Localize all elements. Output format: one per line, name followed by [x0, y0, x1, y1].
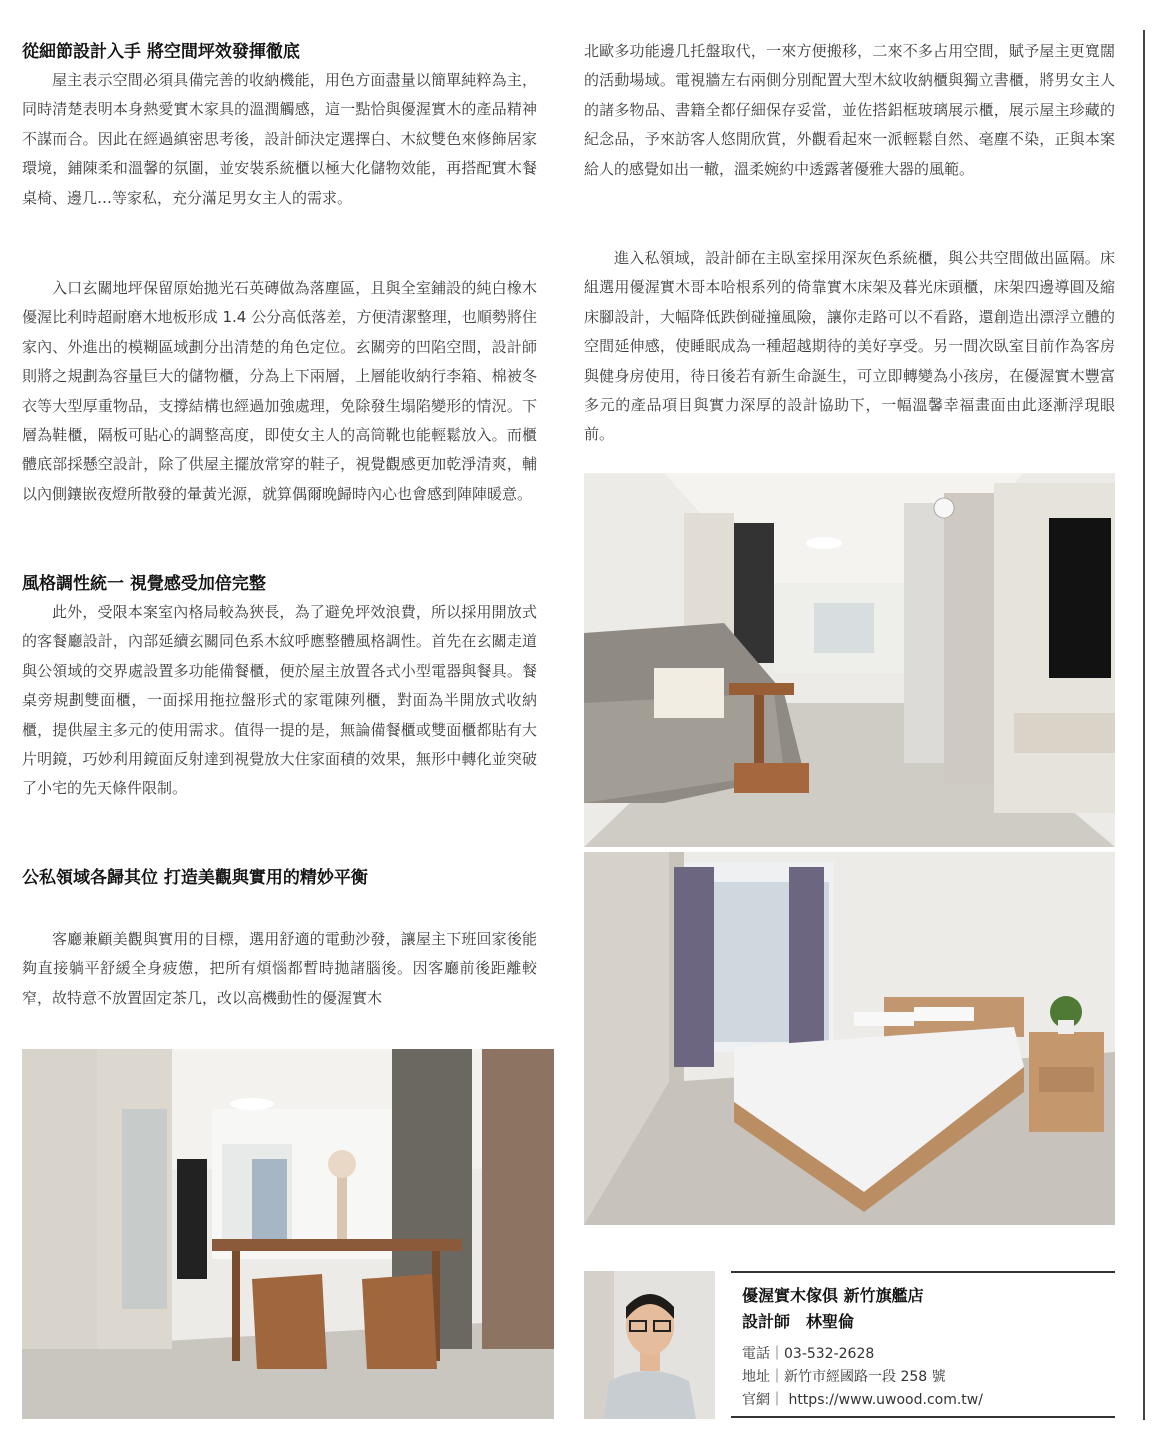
paragraph-2: 入口玄關地坪保留原始拋光石英磚做為落塵區，且與全室鋪設的純白橡木優渥比利時超耐磨木地板形成 1.4 公分高低落差，方便清潔整理，也順勢將住家內、外進出的模糊區域劃分出清楚的角色定位。玄關旁的凹陷空間，設計師則將之規劃為容量巨大的儲物櫃，分為上下兩層，上層能收納行李箱、棉被冬衣等大型厚重物品，支撐結構也經過加強處理，免除發生塌陷變形的情況。下層為鞋櫃，隔板可貼心的調整高度，即使女主人的高筒靴也能輕鬆放入。而櫃體底部採懸空設計，除了供屋主擺放常穿的鞋子，視覺觀感更加乾淨清爽，輔以內側鑲嵌夜燈所散發的暈黃光源，就算偶爾晚歸時內心也會感到陣陣暖意。 [22, 279, 537, 503]
living-room-photo [584, 473, 1115, 847]
store-address: 地址｜新竹市經國路一段 258 號 [742, 1369, 946, 1385]
section-heading-2: 風格調性統一 視覺感受加倍完整 [22, 574, 266, 594]
paragraph-5: 北歐多功能邊几托盤取代，一來方便搬移，二來不多占用空間，賦予屋主更寬闊的活動場域。電視牆左右兩側分別配置大型木紋收納櫃與獨立書櫃，將男女主人的諸多物品、書籍全都仔細保存妥當，並佐搭鋁框玻璃展示櫃，展示屋主珍藏的紀念品，予來訪客人悠閒欣賞，外觀看起來一派輕鬆自然、毫塵不染，正與本案給人的感覺如出一轍，溫柔婉約中透露著優雅大器的風範。 [584, 42, 1115, 178]
info-bottom-rule [731, 1416, 1115, 1418]
store-name: 優渥實木傢俱 新竹旗艦店 [742, 1286, 924, 1305]
section-heading-3: 公私領域各歸其位 打造美觀與實用的精妙平衡 [22, 868, 368, 888]
page-edge-rule [1143, 30, 1145, 1420]
paragraph-3: 此外，受限本案室內格局較為狹長，為了避免坪效浪費，所以採用開放式的客餐廳設計，內部延續玄關同色系木紋呼應整體風格調性。首先在玄關走道與公領域的交界處設置多功能備餐櫃，便於屋主放置各式小型電器與餐具。餐桌旁規劃雙面櫃，一面採用拖拉盤形式的家電陳列櫃，對面為半開放式收納櫃，提供屋主多元的使用需求。值得一提的是，無論備餐櫃或雙面櫃都貼有大片明鏡，巧妙利用鏡面反射達到視覺放大住家面積的效果，無形中轉化並突破了小宅的先天條件限制。 [22, 603, 537, 798]
store-phone: 電話｜03-532-2628 [742, 1346, 875, 1362]
paragraph-1: 屋主表示空間必須具備完善的收納機能，用色方面盡量以簡單純粹為主，同時清楚表明本身熱愛實木家具的溫潤觸感，這一點恰與優渥實木的產品精神不謀而合。因此在經過縝密思考後，設計師決定選擇白、木紋雙色來修飾居家環境，鋪陳柔和溫馨的氛圍，並安裝系統櫃以極大化儲物效能，再搭配實木餐桌椅、邊几…等家私，充分滿足男女主人的需求。 [22, 71, 537, 207]
designer-name: 設計師 林聖倫 [742, 1312, 855, 1331]
paragraph-4: 客廳兼顧美觀與實用的目標，選用舒適的電動沙發，讓屋主下班回家後能夠直接躺平舒緩全身疲憊，把所有煩惱都暫時拋諸腦後。因客廳前後距離較窄，故特意不放置固定茶几，改以高機動性的優渥實木 [22, 930, 537, 1007]
info-top-rule [731, 1271, 1115, 1273]
store-website[interactable]: 官網｜ https://www.uwood.com.tw/ [742, 1392, 983, 1408]
bedroom-photo [584, 852, 1115, 1225]
dining-room-photo [22, 1049, 554, 1419]
paragraph-6: 進入私領域，設計師在主臥室採用深灰色系統櫃，與公共空間做出區隔。床組選用優渥實木哥本哈根系列的倚靠實木床架及暮光床頭櫃，床架四邊導圓及縮床腳設計，大幅降低跌倒碰撞風險，讓你走路可以不看路，還創造出漂浮立體的空間延伸感，使睡眠成為一種超越期待的美好享受。另一間次臥室目前作為客房與健身房使用，待日後若有新生命誕生，可立即轉變為小孩房，在優渥實木豐富多元的產品項目與實力深厚的設計協助下，一幅溫馨幸福畫面由此逐漸浮現眼前。 [584, 249, 1115, 444]
section-heading-1: 從細節設計入手 將空間坪效發揮徹底 [22, 42, 300, 62]
designer-portrait [584, 1271, 715, 1419]
